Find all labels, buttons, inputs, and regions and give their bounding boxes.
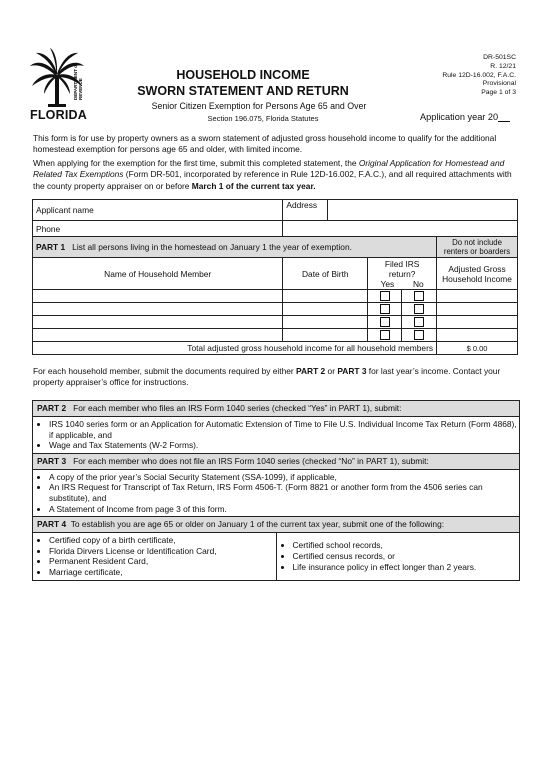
part3-label: PART 3	[37, 455, 67, 466]
instructions-paragraph	[33, 366, 517, 389]
phone-cell[interactable]	[33, 221, 283, 237]
part4-item: • Certified census records, or	[293, 551, 477, 562]
member-dob-field[interactable]	[283, 303, 368, 316]
part3-header	[33, 453, 519, 470]
part4-item: • Marriage certificate,	[49, 567, 276, 578]
applicant-name-cell[interactable]	[33, 200, 283, 221]
part2-text: For each member who files an IRS Form 1040 series (checked “Yes” in PART 1), submit:	[73, 403, 402, 413]
part4-item: • Florida Dirvers License or Identification Card,	[49, 546, 276, 557]
member-name-field[interactable]	[33, 303, 283, 316]
intro-p2-form-name: Original Application for Homestead and Related Tax Exemptions	[33, 158, 505, 180]
col-income-header: Adjusted Gross Household Income	[437, 258, 518, 290]
no-cell	[402, 290, 437, 303]
total-label: Total adjusted gross household income for all household members	[33, 342, 437, 355]
member-name-field[interactable]	[33, 290, 283, 303]
phone-label: Phone	[36, 223, 61, 234]
form-title-line1: HOUSEHOLD INCOME	[176, 68, 310, 82]
member-row	[33, 329, 518, 342]
no-checkbox[interactable]	[414, 317, 424, 327]
yes-checkbox[interactable]	[380, 317, 390, 327]
part3-item: • A copy of the prior year’s Social Security Statement (SSA-1099), if applicable,	[49, 472, 519, 483]
form-title-line2: SWORN STATEMENT AND RETURN	[137, 84, 349, 98]
form-status: Provisional	[482, 80, 516, 88]
statute-reference: Section 196.075, Florida Statutes	[207, 114, 319, 123]
department-of-revenue-text: DEPARTMENT of REVENUE	[73, 63, 83, 100]
part2-list	[33, 419, 519, 451]
member-row	[33, 290, 518, 303]
member-income-field[interactable]	[437, 290, 518, 303]
part3-text: For each member who does not file an IRS Form 1040 series (checked “No” in PART 1), submit:	[73, 455, 429, 466]
form-subtitle: Senior Citizen Exemption for Persons Age 65 and Over	[151, 101, 367, 111]
part3-item: • An IRS Request for Transcript of Tax Return, IRS Form 4506-T. (Form 8821 or another form from the 4506 series can substitute), and	[49, 482, 519, 503]
part4-item: • Certified school records,	[293, 540, 477, 551]
part4-text: To establish you are age 65 or older on January 1 of the current tax year, submit one of the following:	[70, 519, 445, 530]
intro-p2-text: When applying for the exemption for the first time, submit this completed statement, the	[33, 158, 359, 168]
instructions-text-e: for last year’s income. Contact your property appraiser’s office for instructions.	[33, 366, 501, 388]
member-income-field[interactable]	[437, 303, 518, 316]
part1-note: Do not include renters or boarders	[437, 237, 518, 258]
col-name-header: Name of Household Member	[33, 258, 283, 290]
part4-item: • Certified copy of a birth certificate,	[49, 535, 276, 546]
address-label-cell	[283, 200, 328, 221]
no-checkbox[interactable]	[414, 330, 424, 340]
part4-header	[33, 516, 519, 533]
instructions-text-c: or	[325, 366, 338, 376]
part1-header	[33, 237, 437, 258]
part3-list	[33, 472, 519, 514]
form-id-block	[442, 54, 516, 98]
col-filed-header	[368, 258, 437, 290]
part4-item: • Permanent Resident Card,	[49, 556, 276, 567]
member-dob-field[interactable]	[283, 316, 368, 329]
intro-p2-text-b: (Form DR-501, incorporated by reference in Rule 12D-16.002, F.A.C.), and all required attachments with the county property appraiser on or before	[33, 169, 512, 191]
yes-cell	[368, 329, 402, 342]
yes-cell	[368, 290, 402, 303]
florida-wordmark: FLORIDA	[30, 108, 87, 122]
form-rule: Rule 12D-16.002, F.A.C.	[442, 71, 516, 79]
member-row	[33, 316, 518, 329]
part4-label: PART 4	[37, 519, 67, 530]
part4-left-column	[33, 533, 276, 579]
instructions-text-a: For each household member, submit the documents required by either	[33, 366, 297, 376]
yes-cell	[368, 303, 402, 316]
part4-right-column	[276, 533, 520, 579]
total-income-value[interactable]: $ 0.00	[437, 342, 518, 355]
part2-item: • Wage and Tax Statements (W-2 Forms).	[49, 440, 519, 451]
part2-item: • IRS 1040 series form or an Application for Automatic Extension of Time to File U.S. Individual Income Tax Return (Form 4868), if applicable, and	[49, 419, 519, 440]
col-filed-label: Filed IRS return?	[384, 258, 420, 279]
yes-checkbox[interactable]	[380, 304, 390, 314]
member-name-field[interactable]	[33, 316, 283, 329]
instructions-part2-ref: PART 2	[296, 366, 326, 376]
application-year	[420, 112, 510, 122]
intro-paragraph-1: This form is for use by property owners as a sworn statement of adjusted gross household income to qualify for the additional homestead exemption for persons age 65 and older, with limited income.	[33, 133, 497, 155]
no-cell	[402, 303, 437, 316]
application-year-field[interactable]	[498, 112, 510, 122]
application-year-label: Application year 20	[420, 112, 499, 122]
instructions-part3-ref: PART 3	[337, 366, 367, 376]
member-name-field[interactable]	[33, 329, 283, 342]
part3-item: • A Statement of Income from page 3 of this form.	[49, 504, 519, 515]
part1-text: List all persons living in the homestead on January 1 the year of exemption.	[72, 242, 352, 252]
intro-p2-deadline: March 1 of the current tax year.	[191, 180, 316, 191]
form-revision: R. 12/21	[490, 62, 516, 70]
member-income-field[interactable]	[437, 329, 518, 342]
part2-label: PART 2	[37, 403, 67, 413]
no-checkbox[interactable]	[414, 304, 424, 314]
yes-checkbox[interactable]	[380, 330, 390, 340]
form-number: DR-501SC	[483, 54, 516, 61]
member-dob-field[interactable]	[283, 329, 368, 342]
part2-section	[32, 400, 520, 581]
intro-paragraph-2	[33, 158, 517, 192]
address-field[interactable]	[328, 200, 518, 221]
applicant-and-part1-table	[32, 199, 518, 355]
member-income-field[interactable]	[437, 316, 518, 329]
no-checkbox[interactable]	[414, 291, 424, 301]
member-row	[33, 303, 518, 316]
col-yes-label: Yes	[380, 278, 395, 289]
applicant-name-label: Applicant name	[36, 205, 94, 215]
no-cell	[402, 316, 437, 329]
part4-item: • Life insurance policy in effect longer than 2 years.	[293, 562, 477, 573]
page-number: Page 1 of 3	[481, 89, 516, 97]
part1-label: PART 1	[36, 242, 66, 252]
part4-columns	[33, 533, 519, 579]
col-no-label: No	[412, 278, 424, 289]
phone-blank	[283, 221, 518, 237]
part2-header	[33, 401, 519, 417]
address-label: Address	[286, 200, 318, 210]
member-dob-field[interactable]	[283, 290, 368, 303]
col-dob-header: Date of Birth	[283, 258, 368, 290]
yes-checkbox[interactable]	[380, 291, 390, 301]
no-cell	[402, 329, 437, 342]
yes-cell	[368, 316, 402, 329]
